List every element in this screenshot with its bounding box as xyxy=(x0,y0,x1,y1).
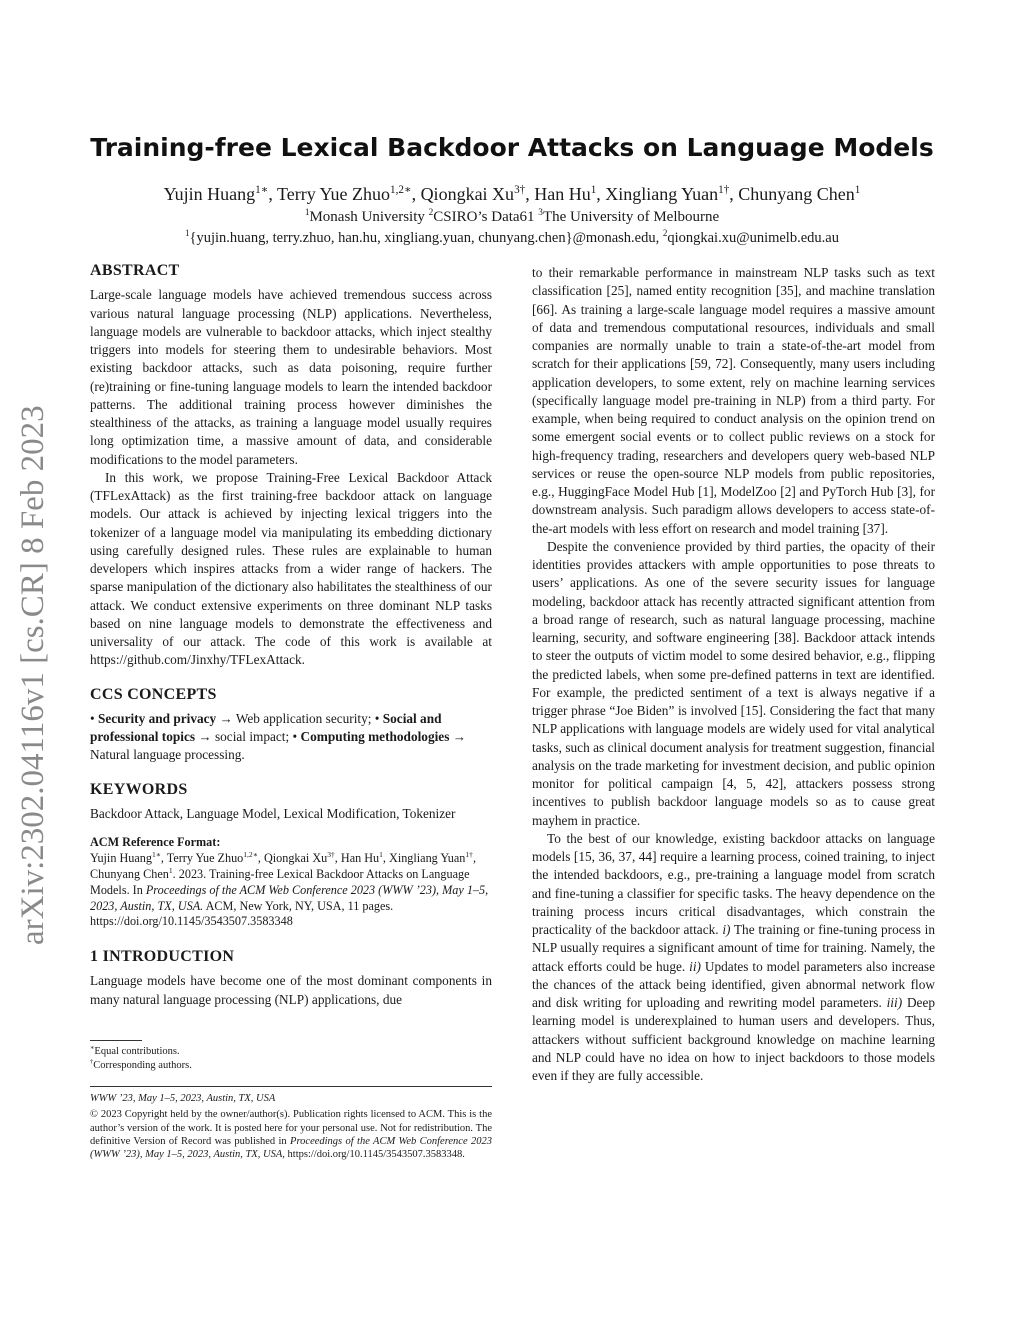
footnote-corresponding-authors: †Corresponding authors. xyxy=(90,1058,192,1071)
introduction-paragraph-3: To the best of our knowledge, existing backdoor attacks on language models [15, 36, 37, 44] require a learning process, coined training, to inject the intended backdoors, e.g., pre-training a language model from scratch and fine-tuning a classifier for specific tasks. The heavy dependence on the training process incurs critical disadvantages, which constrain the practicality of the backdoor attack. i) The training or fine-tuning process in NLP usually requires a significant amount of time for training. Namely, the attack efforts could be huge. ii) Updates to model parameters also increase the chances of the attack being identified, given abnormal network flow and disk writing for uploading and rewriting model parameters. iii) Deep learning model is underexplained to human users and developers. Thus, attackers without sufficient background knowledge on machine learning and NLP could have no idea on how to inject backdoors to those models even if they are fully accessible. xyxy=(532,830,936,1083)
keywords-heading: KEYWORDS xyxy=(90,780,188,798)
affiliations: $^1$Monash University $^2$CSIRO’s Data61 $^3$The University of Melbourne xyxy=(304,208,720,225)
arxiv-identifier: arXiv:2302.04116v1 [cs.CR] 8 Feb 2023 xyxy=(15,405,51,945)
ccs-concepts: • Security and privacy → Web application security; • Social and professional topics → social impact; • Computing methodologies → Natural language processing. xyxy=(90,710,466,763)
keywords-text: Backdoor Attack, Language Model, Lexical Modification, Tokenizer xyxy=(90,805,456,821)
introduction-heading: 1 INTRODUCTION xyxy=(90,948,235,966)
ccs-heading: CCS CONCEPTS xyxy=(90,685,217,703)
abstract-paragraph-1: Large-scale language models have achieved tremendous success across various natural language processing (NLP) applications. Nevertheless, language models are vulnerable to backdoor attacks, which inject stealthy triggers into models for steering them to undesirable behaviors. Most existing backdoor attacks, such as data poisoning, require further (re)training or fine-tuning language models to learn the intended backdoor patterns. The additional training process however diminishes the stealthiness of the attacks, as training a language model usually requires long optimization time, a massive amount of data, and considerable modifications to the model parameters. xyxy=(90,287,492,467)
footnotes xyxy=(90,1040,492,1073)
copyright-block xyxy=(90,1086,492,1161)
introduction-paragraph-2: Despite the convenience provided by third parties, the opacity of their identities provides attackers with ample opportunities to pose threats to users’ applications. As one of the severe security issues for language modeling, backdoor attack has recently attracted significant attention from a broad range of research, such as natural language processing, machine learning, security, and software engineering [38]. Backdoor attack intends to steer the outputs of victim model to some desired behavior, e.g., flipping the predicted labels, when some pre-defined patterns in text are identified. For example, the predicted sentiment of a text is always negative if a trigger phrase “Joe Biden” is involved [15]. Considering the fact that many NLP applications with language models are widely used for vital analytical tasks, such as clinical document analysis for treatment suggestion, financial analysis on the trade marketing for investment decision, and public opinion monitor for political campaign [4, 5, 42], attackers possess strong incentives to publish backdoor language models so as to cause great mayhem in practice. xyxy=(532,538,935,828)
author-list: Yujin Huang$^{1∗}$, Terry Yue Zhuo$^{1,2∗}$, Qiongkai $Xu^{3\dagger}$, Han Hu$^1$, Xingliang Yuan$^{1\dagger}$, Chunyang Chen$^1$ xyxy=(163,184,861,204)
venue-line: WWW ’23, May 1–5, 2023, Austin, TX, USA xyxy=(90,1093,276,1104)
author-emails: $^1${yujin.huang, terry.zhuo, han.hu, xingliang.yuan, chunyang.chen}@monash.edu, $^2$qiongkai.xu@unimelb.edu.au xyxy=(185,228,839,246)
abstract-paragraph-2: In this work, we propose Training-Free Lexical Backdoor Attack (TFLexAttack) as the first training-free backdoor attack on language models. Our attack is achieved by injecting lexical triggers into the tokenizer of a language model via manipulating its embedding dictionary using carefully designed rules. These rules are explainable to human developers which inspires attacks from a wider range of hackers. The sparse manipulation of the dictionary also habilitates the stealthiness of our attack. We conduct extensive experiments on three dominant NLP tasks based on nine language models to demonstrate the effectiveness and universality of our attack. The code of this work is available at https://github.com/Jinxhy/TFLexAttack. xyxy=(90,469,492,668)
introduction-paragraph-1-continued: to their remarkable performance in mainstream NLP tasks such as text classification [25], named entity recognition [35], and machine translation [66]. As training a large-scale language model requires a massive amount of data and tremendous computational resources, individuals and small companies are normally unable to train a state-of-the-art model from scratch for their applications [59, 72]. Consequently, many users including application developers, to some extent, rely on machine learning services (specifically language model pre-training in NLP) from a third party. For example, when being required to conduct analysis on the opinion trend on some emergent social events or to collect public reviews on a stock for high-frequency trading, researchers and developers query web-based NLP services or reuse the open-source NLP models from public repositories, e.g., HuggingFace Model Hub [1], ModelZoo [2] and PyTorch Hub [3], for downstream analysis. Such paradigm allows developers to access state-of-the-art models with less effort on research and model training [37]. xyxy=(532,265,935,536)
abstract-heading: ABSTRACT xyxy=(90,262,180,279)
copyright-rule xyxy=(90,1086,492,1087)
introduction-paragraph-1: Language models have become one of the most dominant components in many natural language processing (NLP) applications, due xyxy=(90,973,492,1007)
paper-title: Training-free Lexical Backdoor Attacks on Language Models xyxy=(90,133,934,162)
copyright-text: © 2023 Copyright held by the owner/author(s). Publication rights licensed to ACM. This is the author’s version of the work. It is posted here for your personal use. Not for redistribution. The definitive Version of Record was published in Proceedings of the ACM Web Conference 2023 (WWW ’23), May 1–5, 2023, Austin, TX, USA, https://doi.org/10.1145/3543507.3583348. xyxy=(90,1109,492,1161)
acm-reference-text: Yujin Huang$^{1∗}$, Terry Yue Zhuo$^{1,2∗}$, Qiongkai $Xu^{3\dagger}$, Han Hu$^1$, Xingliang Yuan$^{1\dagger}$, Chunyang Chen$^1$. 2023. Training-free Lexical Backdoor Attacks on Language Models. In Proceedings of the ACM Web Conference 2023 (WWW ’23), May 1–5, 2023, Austin, TX, USA. ACM, New York, NY, USA, 11 pages. https://doi.org/10.1145/3543507.3583348 xyxy=(90,850,489,929)
footnote-equal-contribution: ∗Equal contributions. xyxy=(90,1044,180,1057)
footnote-rule xyxy=(90,1040,142,1041)
left-column xyxy=(90,262,492,1009)
acm-reference-heading: ACM Reference Format: xyxy=(90,835,221,849)
right-column xyxy=(532,264,935,1085)
